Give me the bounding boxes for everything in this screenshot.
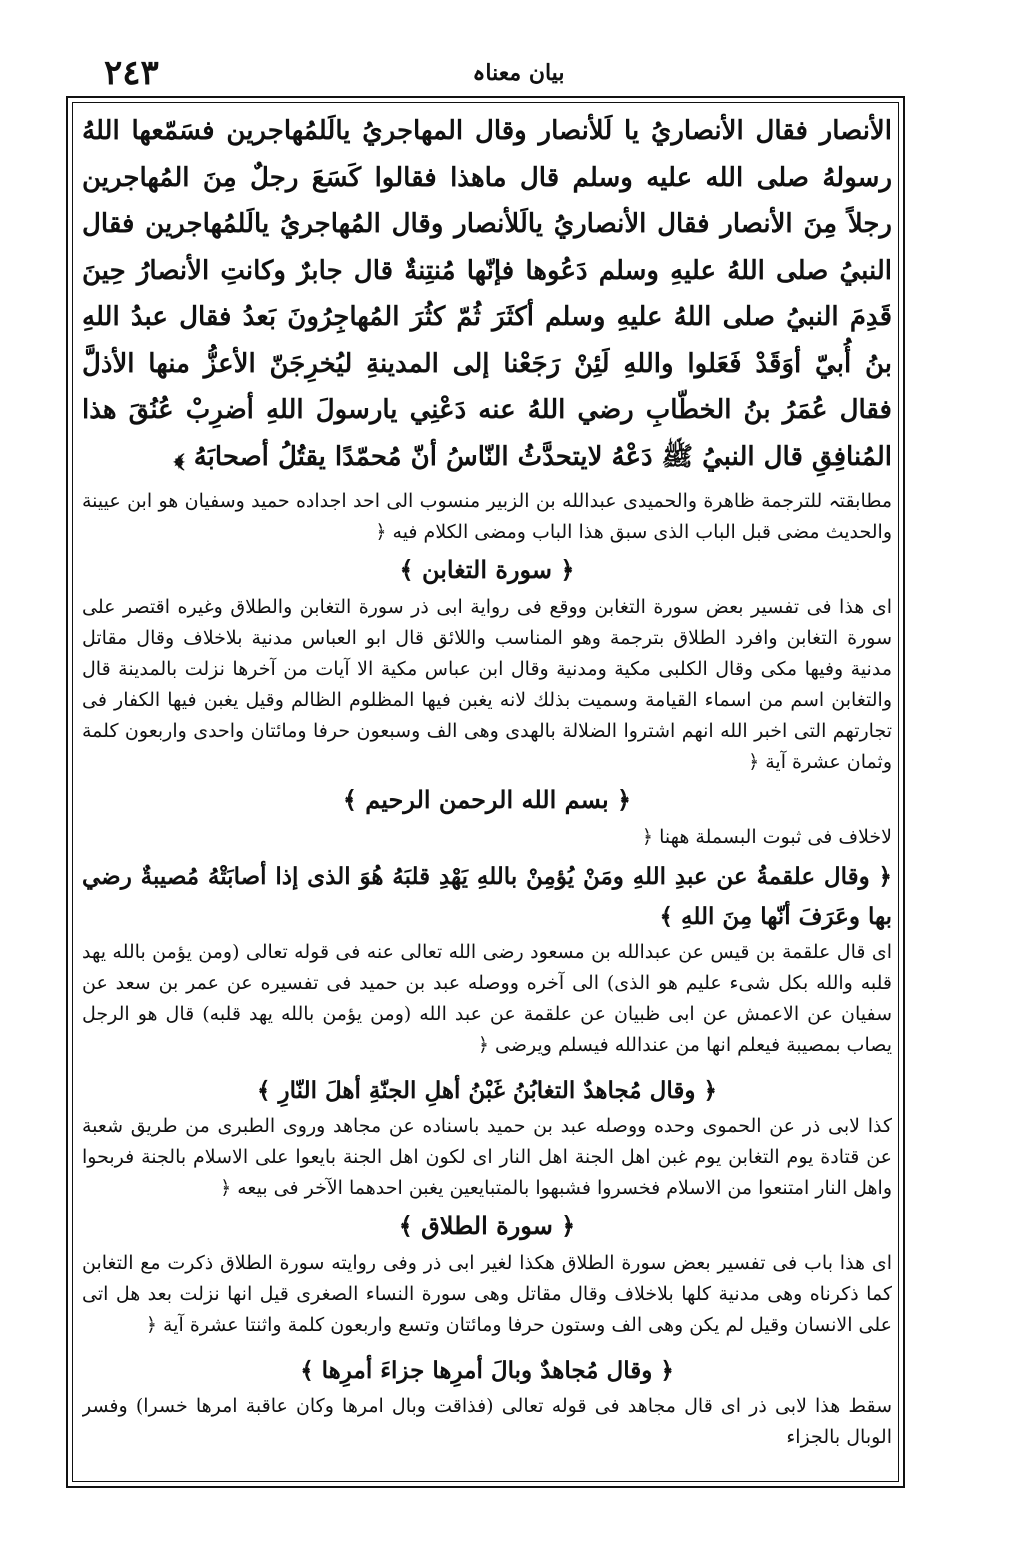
surah-heading-talaq: ﴿ سورة الطلاق ﴾ (398, 1211, 576, 1240)
page-header (64, 50, 973, 96)
commentary-paragraph: كذا لابى ذر عن الحموى وحده ووصله عبد بن حميد باسناده عن مجاهد وروى الطبرى من طريق شعبة عن قتادة يوم التغابن يوم غبن اهل الجنة اهل النار اى لكون اهل الجنة بايعوا على الاسلام بالجنة فربحوا واهل النار امتنعوا من الاسلام فخسروا فشبهوا بالمتبايعين يغبن احدهما الآخر فى بيعه ﴿ (82, 1115, 892, 1199)
quoted-text: ﴿ وقال مُجاهدٌ وبالَ أمرِها جزاءَ أمرِها ﴾ (300, 1357, 674, 1384)
commentary-paragraph: اى قال علقمة بن قيس عن عبدالله بن مسعود رضى الله تعالى عنه فى قوله تعالى (ومن يؤمن بالله يهد قلبه والله بكل شىء عليم هو الذى) الى آخره ووصله عبد بن حميد فى تفسيره عن عمر بن سعد عن سفيان عن الاعمش عن ابى ظبيان عن علقمة عن عبد الله (ومن يؤمن بالله يهد قلبه) قال هو الرجل يصاب بمصيبة فيعلم انها من عندالله فيسلم ويرضى ﴿ (82, 941, 892, 1056)
surah-heading-taghabun: ﴿ سورة التغابن ﴾ (399, 555, 575, 584)
quoted-text: ﴿ وقال مُجاهدٌ التغابُنُ غَبْنُ أهلِ الجنّةِ أهلَ النّارِ ﴾ (257, 1077, 717, 1104)
basmala-heading: ﴿ بسم الله الرحمن الرحيم ﴾ (342, 785, 632, 814)
commentary-paragraph: اى هذا فى تفسير بعض سورة التغابن ووقع فى رواية ابى ذر سورة التغابن والطلاق وغيره اقتصر على سورة التغابن وافرد الطلاق بترجمة وهو المناسب واللائق قال ابو العباس مدنية بلاخلاف وقال مقاتل مدنية وفيها مكى وقال الكلبى مكية ومدنية وقال ابن عباس مكية الا آيات من آخرها نزلت بالمدينة قال والتغابن اسم من اسماء القيامة وسميت بذلك لانه يغبن فيها المظلوم الظالم وقيل يغبن فيها الكفار فى تجارتهم التى اخبر الله انهم اشتروا الضلالة بالهدى وهى الف وسبعون حرفا ومائتان واحدى واربعون كلمة وثمان عشرة آية ﴿ (82, 596, 892, 773)
commentary-paragraph: لاخلاف فى ثبوت البسملة ههنا ﴿ (641, 826, 892, 848)
commentary-paragraph: مطابقتہ للترجمة ظاهرة والحميدی عبدالله بن الزبير منسوب الى احد اجداده حميد وسفيان هو ابن عيينة والحديث مضى قبل الباب الذى سبق هذا الباب ومضى الكلام فيه ﴿ (82, 490, 892, 543)
running-title: بیان معناہ (472, 60, 565, 86)
page-content (82, 108, 892, 1478)
commentary-paragraph: اى هذا باب فى تفسير بعض سورة الطلاق هكذا لغير ابى ذر وفى روايته سورة الطلاق ذكرت مع التغابن كما ذكرناه وهى مدنية كلها بلاخلاف وقال مقاتل وهى سورة النساء الصغرى قيل انها نزلت بعد هل اتى على الانسان وقيل لم يكن وهى الف وستون حرفا ومائتان وتسع واربعون كلمة واثنتا عشرة آية ﴿ (82, 1252, 892, 1336)
page-number: ٢٤٣ (104, 53, 159, 93)
quoted-text: ﴿ وقال علقمةُ عن عبدِ اللهِ ومَنْ يُؤمِنْ باللهِ يَهْدِ قلبَهُ هُوَ الذى إذا أصابَتْهُ مُصيبةٌ رضي بها وعَرَفَ أنّها مِنَ اللهِ ﴾ (82, 863, 892, 930)
hadith-text: الأنصار فقال الأنصاريُ يا لَلأنصار وقال المهاجريُ يالَلمُهاجرين فسَمّعها اللهُ رسولهُ صلى الله عليه وسلم قال ماهذا فقالوا كَسَعَ رجلٌ مِنَ المُهاجرين رجلاً مِنَ الأنصار فقال الأنصاريُ يالَلأنصار وقال المُهاجريُ يالَلمُهاجرين فقال النبيُ صلى اللهُ عليهِ وسلم دَعُوها فإنّها مُنتِنةٌ قال جابرٌ وكانتِ الأنصارُ حِينَ قَدِمَ النبيُ صلى اللهُ عليهِ وسلم أكثَرَ ثُمّ كثُرَ المُهاجِرُونَ بَعدُ فقال عبدُ اللهِ بنُ أُبيّ أوَقَدْ فَعَلوا واللهِ لَئِنْ رَجَعْنا إلى المدينةِ ليُخرِجَنّ الأعزُّ منها الأذلَّ فقال عُمَرُ بنُ الخطّابِ رضي اللهُ عنه دَعْنِي يارسولَ اللهِ أضرِبْ عُنُقَ هذا المُنافِقِ قال النبيُ ﷺ دَعْهُ لايتحدَّثُ النّاسُ أنّ مُحمّدًا يقتُلُ أصحابَهُ ﴾ (82, 116, 892, 472)
commentary-paragraph: سقط هذا لابى ذر اى قال مجاهد فى قوله تعالى (فذاقت وبال امرها وكان عاقبة امرها خسرا) وفسر الوبال بالجزاء (82, 1395, 892, 1448)
